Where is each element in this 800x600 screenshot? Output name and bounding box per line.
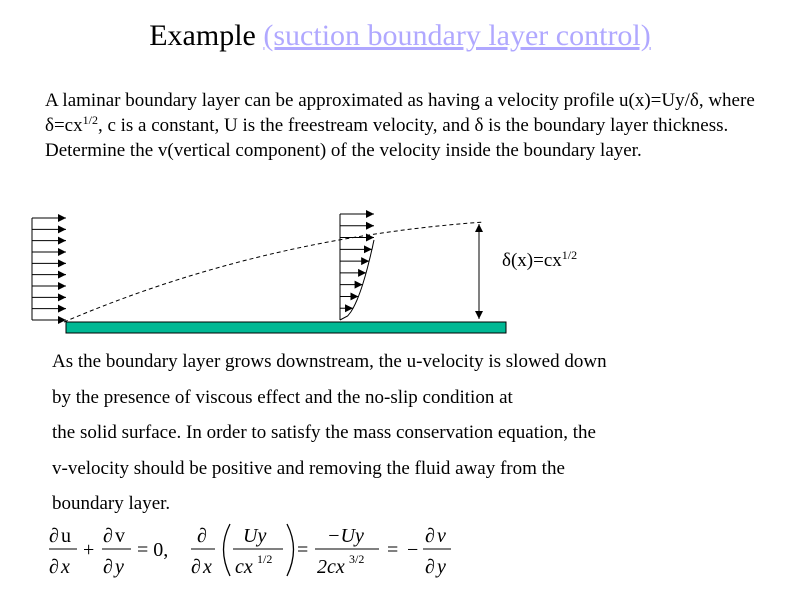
intro-text-part2: , c is a constant, U is the freestream velocity, and δ is the boundary layer thickness. Determine the v(vertical component) of the velocity inside the boundary layer. — [45, 115, 729, 161]
eq-equals: = — [297, 539, 309, 561]
left-parenthesis — [224, 524, 231, 576]
eq-partial: ∂ — [197, 525, 207, 547]
eq-partial: ∂ — [49, 525, 59, 547]
explanation-line: boundary layer. — [52, 493, 171, 514]
eq-v: v — [115, 525, 125, 547]
eq-exponent-half: 1/2 — [257, 552, 273, 566]
explanation-line: v-velocity should be positive and removing the fluid away from the — [52, 457, 565, 479]
eq-Uy: Uy — [243, 525, 267, 547]
eq-cx: cx — [235, 556, 253, 578]
flat-plate — [66, 322, 506, 333]
explanation-line: As the boundary layer grows downstream, the u-velocity is slowed down — [52, 351, 607, 372]
eq-equals: = — [387, 539, 399, 561]
explanation-line: the solid surface. In order to satisfy the mass conservation equation, the — [52, 422, 596, 443]
eq-x: x — [61, 556, 70, 578]
right-parenthesis — [287, 524, 294, 576]
eq-y: y — [115, 556, 124, 578]
boundary-layer-diagram — [0, 200, 540, 345]
eq-minus-Uy: −Uy — [327, 525, 364, 547]
uniform-velocity-profile — [32, 218, 66, 320]
eq-partial: ∂ — [103, 525, 113, 547]
eq-partial: ∂ — [191, 556, 201, 578]
eq-y: y — [437, 556, 446, 578]
eq-minus: − — [407, 539, 419, 561]
explanation-line: by the presence of viscous effect and the no-slip condition at — [52, 386, 513, 408]
eq-exponent-three-half: 3/2 — [349, 552, 365, 566]
thickness-label-text: δ(x)=cx — [502, 250, 562, 271]
eq-2cx: 2cx — [317, 556, 345, 578]
intro-paragraph — [45, 88, 765, 163]
slide-title — [0, 18, 800, 54]
thickness-label — [502, 249, 577, 273]
boundary-layer-edge-curve — [64, 222, 484, 322]
explanation-paragraph — [52, 344, 772, 522]
eq-plus: + — [83, 539, 95, 561]
eq-x: x — [203, 556, 212, 578]
eq-partial: ∂ — [425, 525, 435, 547]
eq-v: v — [437, 525, 446, 547]
intro-text-part1: A laminar boundary layer can be approximated as having a velocity profile u(x)=Uy/δ, where δ=cx — [45, 90, 755, 136]
boundary-layer-velocity-profile — [340, 214, 374, 320]
thickness-label-exponent: 1/2 — [561, 248, 578, 262]
eq-partial: ∂ — [49, 556, 59, 578]
eq-partial: ∂ — [425, 556, 435, 578]
title-main: Example — [149, 19, 256, 52]
intro-exponent: 1/2 — [82, 113, 98, 127]
title-link[interactable]: (suction boundary layer control) — [263, 19, 651, 52]
eq-equals-zero: = 0, — [137, 539, 169, 561]
eq-partial: ∂ — [103, 556, 113, 578]
eq-u: u — [61, 525, 71, 547]
continuity-equation — [45, 518, 465, 584]
